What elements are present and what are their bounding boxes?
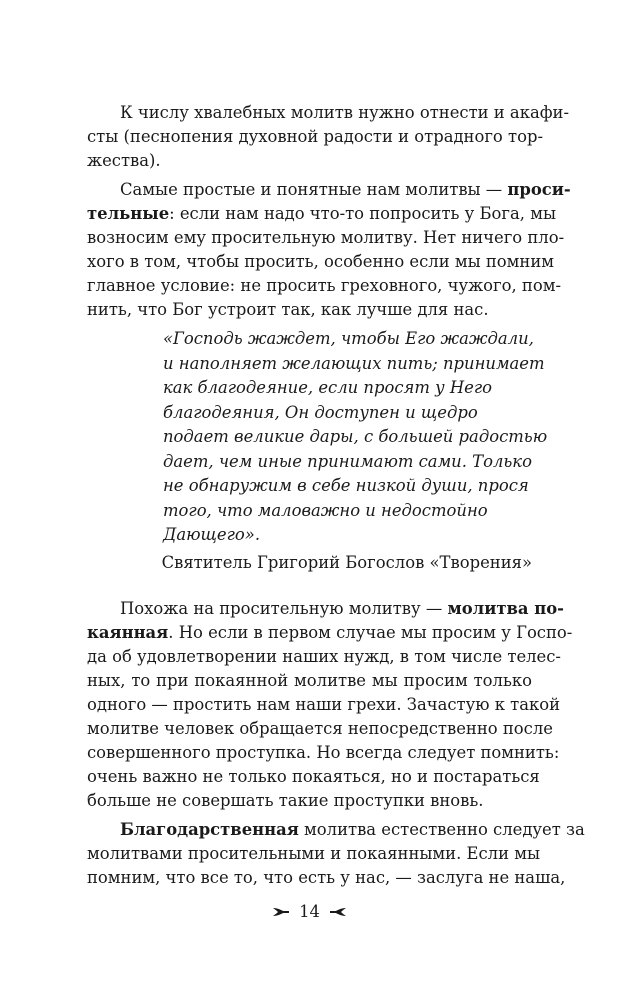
bold-term: тельные (87, 204, 170, 223)
p3-line-2: каянная. Но если в первом случае мы просим у Госпо- (87, 623, 573, 642)
p3-line-7: совершенного проступка. Но всегда следует помнить: (87, 743, 560, 762)
p2-line-5: главное условие: не просить греховного, чужого, пом- (87, 276, 561, 295)
p3-line-9: больше не совершать такие проступки вновь. (87, 791, 484, 810)
quote-line-4: благодеяния, Он доступен и щедро (163, 403, 478, 422)
quote-attribution: Святитель Григорий Богослов «Творения» (161, 553, 532, 572)
p4-line-2: молитвами просительными и покаянными. Если мы (87, 844, 541, 863)
quote-line-6: дает, чем иные принимают сами. Только (163, 452, 532, 471)
bold-term: проси- (507, 180, 571, 199)
p4-line-1: Благодарственная молитва естественно следует за (120, 820, 585, 839)
p2-line-2: тельные: если нам надо что-то попросить у Бога, мы (87, 204, 556, 223)
bold-term: каянная (87, 623, 169, 642)
p3-line-4: ных, то при покаянной молитве мы просим только (87, 671, 532, 690)
page-number: 14 (299, 902, 320, 921)
page-footer (0, 902, 619, 921)
p1-line-1: К числу хвалебных молитв нужно отнести и акафи- (120, 103, 570, 122)
quote-line-8: того, что маловажно и недостойно (163, 501, 488, 520)
ornament-left-icon (272, 906, 290, 918)
quote-line-3: как благодеяние, если просят у Него (163, 378, 492, 397)
p2-line-3: возносим ему просительную молитву. Нет ничего пло- (87, 228, 565, 247)
p2-line-1: Самые простые и понятные нам молитвы — проси- (120, 180, 571, 199)
ornament-right-icon (329, 906, 347, 918)
quote-line-7: не обнаружим в себе низкой души, прося (163, 476, 529, 495)
p3-line-1: Похожа на просительную молитву — молитва по- (120, 599, 564, 618)
quote-line-1: «Господь жаждет, чтобы Его жаждали, (163, 329, 534, 348)
p3-line-8: очень важно не только покаяться, но и постараться (87, 767, 540, 786)
p3-line-3: да об удовлетворении наших нужд, в том числе телес- (87, 647, 561, 666)
p3-line-5: одного — простить нам наши грехи. Зачастую к такой (87, 695, 561, 714)
p2-line-4: хого в том, чтобы просить, особенно если мы помним (87, 252, 554, 271)
quote-line-5: подает великие дары, с большей радостью (163, 427, 548, 446)
p4-line-3: помним, что все то, что есть у нас, — заслуга не наша, (87, 868, 566, 887)
p1-line-3: жества). (87, 151, 161, 170)
bold-term: молитва по- (447, 599, 564, 618)
p2-line-6: нить, что Бог устроит так, как лучше для нас. (87, 300, 489, 319)
p1-line-2: сты (песнопения духовной радости и отрадного тор- (87, 127, 543, 146)
bold-term: Благодарственная (120, 820, 299, 839)
quote-line-2: и наполняет желающих пить; принимает (163, 354, 545, 373)
p3-line-6: молитве человек обращается непосредственно после (87, 719, 553, 738)
quote-line-9: Дающего». (163, 525, 261, 544)
